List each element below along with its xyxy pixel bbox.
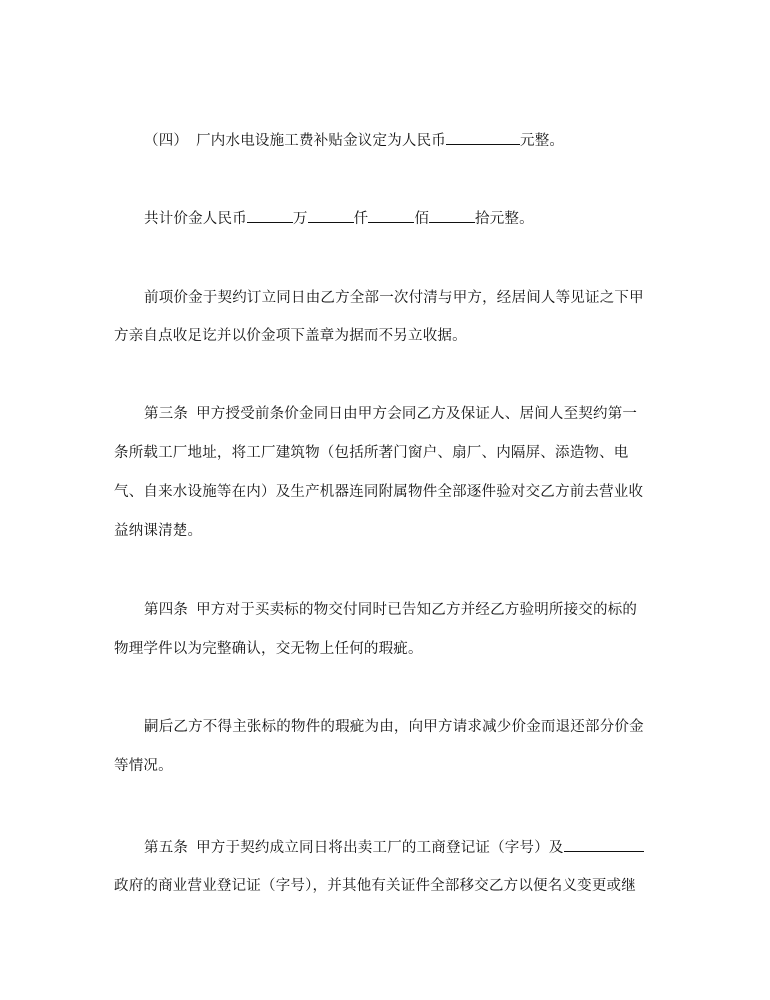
article-4-line-2: 物理学件以为完整确认，交无物上任何的瑕疵。 (114, 641, 423, 657)
article-5-line-2: 政府的商业营业登记证（字号），并其他有关证件全部移交乙方以便名义变更或继 (114, 878, 636, 894)
unit-bai: 佰 (414, 211, 430, 227)
agency-blank[interactable] (564, 837, 644, 852)
article-label: 第五条 (144, 840, 189, 856)
paragraph-text: 厂内水电设施工费补贴金议定为人民币 (196, 133, 447, 149)
article-3-line-2: 条所载工厂地址，将工厂建筑物（包括所著门窗户、扇厂、内隔屏、添造物、电 (114, 445, 629, 461)
unit-qian: 仟 (353, 211, 369, 227)
article-label: 第四条 (144, 602, 189, 618)
amount-blank-bai[interactable] (368, 208, 414, 223)
article-3-line-4: 益纳课清楚。 (114, 523, 203, 539)
paragraph-total-price (144, 208, 534, 229)
amount-blank-shi[interactable] (429, 208, 475, 223)
item-number: （四） (144, 133, 189, 149)
unit-wan: 万 (292, 211, 308, 227)
amount-blank-qian[interactable] (308, 208, 354, 223)
paragraph-water-electric-subsidy (144, 130, 564, 151)
article-label: 第三条 (144, 406, 189, 422)
paragraph-text: 共计价金人民币 (144, 211, 247, 227)
paragraph-defect-line-1: 嗣后乙方不得主张标的物件的瑕疵为由，向甲方请求减少价金而退还部分价金 (144, 719, 644, 735)
article-4-line-1: 第四条 甲方对于买卖标的物交付同时已告知乙方并经乙方验明所接交的标的 (144, 602, 638, 618)
paragraph-payment-line-2: 方亲自点收足讫并以价金项下盖章为据而不另立收据。 (114, 328, 467, 344)
paragraph-payment-line-1: 前项价金于契约订立同日由乙方全部一次付清与甲方，经居间人等见证之下甲 (144, 290, 644, 306)
article-3-line-1: 第三条 甲方授受前条价金同日由甲方会同乙方及保证人、居间人至契约第一 (144, 406, 638, 422)
article-5-line-1: 第五条 甲方于契约成立同日将出卖工厂的工商登记证（字号）及 (144, 837, 644, 858)
article-3-line-3: 气、自来水设施等在内）及生产机器连同附属物件全部逐件验对交乙方前去营业收 (114, 484, 644, 500)
paragraph-defect-line-2: 等情况。 (114, 758, 173, 774)
amount-blank[interactable] (446, 130, 520, 145)
paragraph-suffix: 元整。 (520, 133, 565, 149)
unit-shi: 拾元整。 (475, 211, 534, 227)
amount-blank-wan[interactable] (247, 208, 293, 223)
